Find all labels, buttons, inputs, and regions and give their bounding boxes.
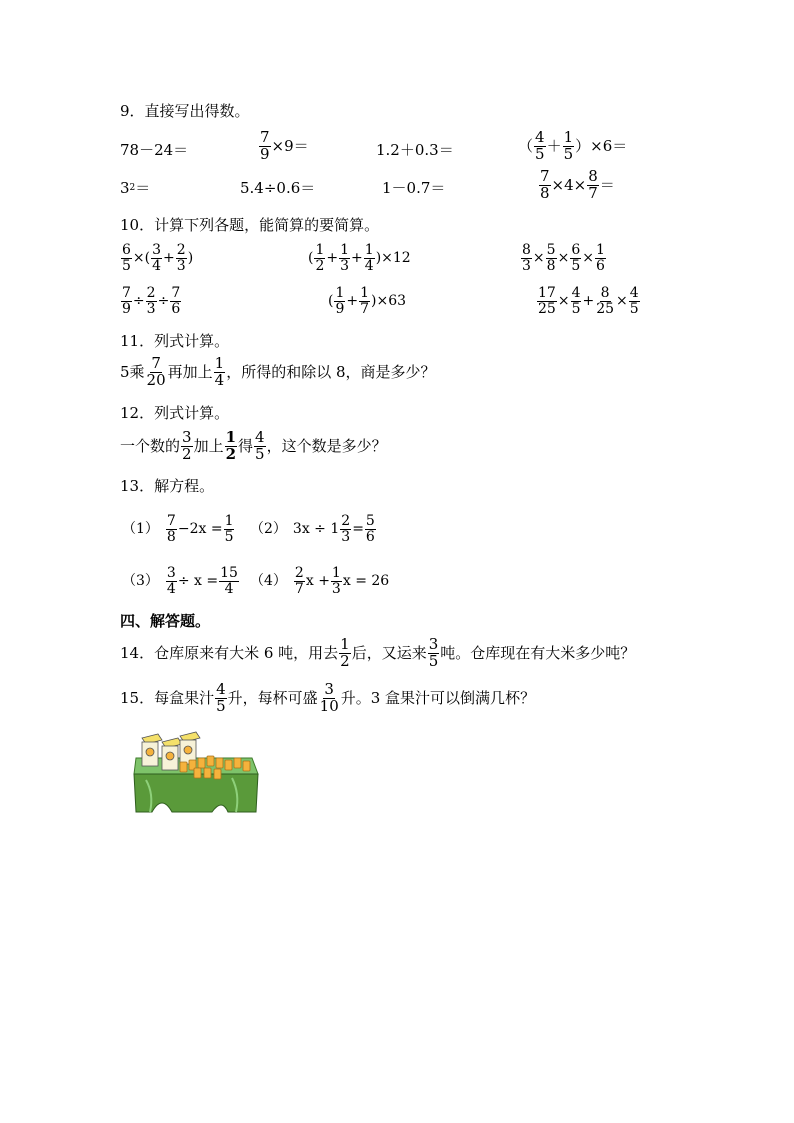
q14-problem: 14．仓库原来有大米 6 吨，用去 $\frac{1}{2}$ 后，又运来 $\frac{3}{5}$ 吨。仓库现在有大米多少吨？ bbox=[120, 635, 636, 670]
q12-title: 12．列式计算。 bbox=[120, 404, 230, 422]
q13-equation-3: （3） $\frac{3}{4}$ ÷ x = $\frac{15}{4}$ bbox=[122, 565, 238, 597]
q9-item-d: （ $\frac{4}{5}$ ＋ $\frac{1}{5}$ ）×6＝ bbox=[518, 128, 628, 163]
q13-title: 13．解方程。 bbox=[120, 477, 215, 495]
q10-expr-6: $\frac{17}{25}$ × $\frac{4}{5}$ + $\frac{8}{25}$ × $\frac{4}{5}$ bbox=[538, 285, 639, 317]
q9-item-h: $\frac{7}{8}$ ×4× $\frac{8}{7}$ ＝ bbox=[540, 167, 615, 202]
q13-equation-2: （2） 3x ÷ 1 $\frac{2}{3}$ = $\frac{5}{6}$ bbox=[250, 513, 375, 545]
q10-expr-3: $\frac{8}{3}$ × $\frac{5}{8}$ × $\frac{6}{5}$ × $\frac{1}{6}$ bbox=[522, 242, 605, 274]
q9-item-f: 5.4÷0.6＝ bbox=[240, 179, 316, 197]
q10-expr-5: ( $\frac{1}{9}$ + $\frac{1}{7}$ )×63 bbox=[328, 285, 407, 317]
q13-equation-4: （4） $\frac{2}{7}$ x + $\frac{1}{3}$ x = 26 bbox=[250, 565, 390, 597]
q9-item-c: 1.2＋0.3＝ bbox=[376, 141, 454, 159]
q9-title: 9．直接写出得数。 bbox=[120, 102, 250, 120]
q10-title: 10．计算下列各题，能简算的要简算。 bbox=[120, 216, 380, 234]
q12-problem: 一个数的 $\frac{3}{2}$ 加上 $\frac{1}{2}$ 得 $\frac{4}{5}$ ，这个数是多少？ bbox=[120, 428, 387, 463]
q9-item-g: 1－0.7＝ bbox=[382, 179, 446, 197]
q10-expr-1: $\frac{6}{5}$ ×( $\frac{3}{4}$ + $\frac{2}{3}$ ) bbox=[122, 242, 194, 274]
juice-boxes-and-cups-illustration bbox=[132, 728, 260, 814]
q13-equation-1: （1） $\frac{7}{8}$ −2x = $\frac{1}{5}$ bbox=[122, 513, 234, 545]
q11-title: 11．列式计算。 bbox=[120, 332, 230, 350]
q10-expr-4: $\frac{7}{9}$ ÷ $\frac{2}{3}$ ÷ $\frac{7}{6}$ bbox=[122, 285, 181, 317]
q9-item-a: 78－24＝ bbox=[120, 141, 189, 159]
section-4-title: 四、解答题。 bbox=[120, 612, 211, 630]
q9-item-e: 3 2 ＝ bbox=[120, 179, 151, 197]
q9-item-b: $\frac{7}{9}$ ×9＝ bbox=[260, 128, 309, 163]
q15-problem: 15．每盒果汁 $\frac{4}{5}$ 升，每杯可盛 $\frac{3}{10}$ 升。3 盒果汁可以倒满几杯？ bbox=[120, 680, 536, 715]
q10-expr-2: ( $\frac{1}{2}$ + $\frac{1}{3}$ + $\frac{1}{4}$ )×12 bbox=[308, 242, 411, 274]
q11-problem: 5乘 $\frac{7}{20}$ 再加上 $\frac{1}{4}$ ，所得的和除以 8，商是多少？ bbox=[120, 354, 436, 389]
